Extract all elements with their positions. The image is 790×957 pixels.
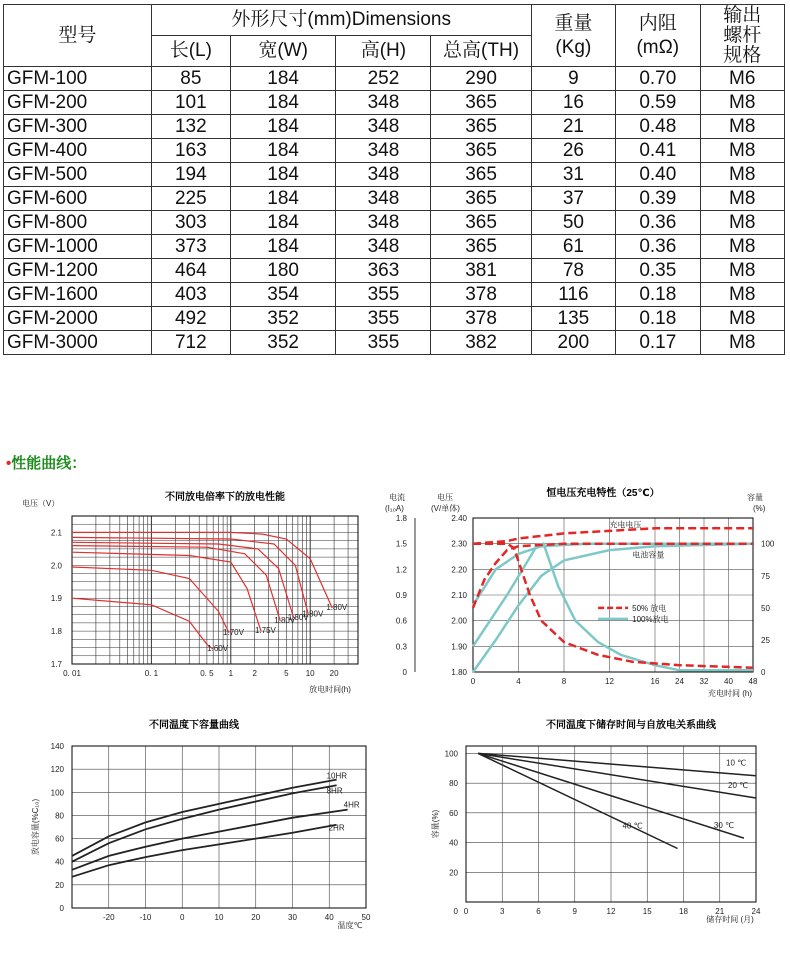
voltage-tick-label: 2.20 <box>451 565 467 575</box>
end-voltage-label: 1.80V <box>287 612 309 622</box>
x-tick-label: 32 <box>699 677 709 686</box>
end-voltage-label: 1.80V <box>326 603 348 613</box>
series-line <box>478 753 756 775</box>
header-bolt-2: 螺杆 <box>723 24 762 46</box>
model-cell: GFM-800 <box>4 211 152 235</box>
end-voltage-label: 1.60V <box>207 644 229 654</box>
voltage-tick-label: 2.10 <box>451 591 467 600</box>
table-cell: 184 <box>230 211 336 235</box>
table-cell: 0.39 <box>616 187 700 211</box>
table-cell: 0.18 <box>616 307 700 331</box>
discharge-curve <box>72 552 261 631</box>
table-cell: 26 <box>531 139 615 163</box>
discharge-rate-chart <box>0 478 390 698</box>
table-cell: 37 <box>531 187 615 211</box>
x-tick-label: 2 <box>252 669 257 678</box>
table-row <box>4 163 785 187</box>
model-cell: GFM-1000 <box>4 235 152 259</box>
table-cell: 21 <box>531 115 615 139</box>
x-tick-label: 8 <box>561 677 567 686</box>
section-title <box>6 452 86 473</box>
x-tick-label: 20 <box>251 913 261 922</box>
series-line <box>72 810 348 870</box>
x-tick-label: 4 <box>516 677 521 686</box>
table-cell: 348 <box>336 91 431 115</box>
table-cell: 355 <box>336 283 431 307</box>
table-cell: M8 <box>700 91 784 115</box>
capacity-tick-label: 75 <box>761 571 770 581</box>
y-tick-label: 140 <box>50 742 64 751</box>
end-voltage-label: 1.80V <box>274 616 296 626</box>
table-cell: 365 <box>431 235 531 259</box>
x-tick-label: 16 <box>650 677 660 686</box>
table-cell: 194 <box>151 163 230 187</box>
table-cell: 355 <box>336 307 431 331</box>
current-tick-label: 0.3 <box>395 642 407 652</box>
series-label: 20 ℃ <box>728 781 749 790</box>
charge-voltage-label: 充电电压 <box>609 520 642 530</box>
voltage-tick-label: 2.40 <box>451 514 467 523</box>
table-cell: 381 <box>431 259 531 283</box>
current-axis-unit: (I₁₀A) <box>385 504 404 513</box>
header-resistance-cn: 内阻 <box>638 12 677 34</box>
series-line <box>478 753 756 798</box>
x-tick-label: 0 <box>470 677 476 686</box>
table-row <box>4 307 785 331</box>
battery-capacity-label: 电池容量 <box>632 550 665 560</box>
table-cell: 403 <box>151 283 230 307</box>
capacity-curve-50 <box>473 544 753 608</box>
y-tick-label: 0 <box>59 904 64 913</box>
end-voltage-label: 1.80V <box>302 609 324 619</box>
table-cell: 0.35 <box>616 259 700 283</box>
table-cell: 132 <box>151 115 230 139</box>
table-cell: 31 <box>531 163 615 187</box>
capacity-axis-unit: (%) <box>753 504 766 513</box>
table-cell: 252 <box>336 67 431 91</box>
y-tick-label: 0 <box>453 907 458 916</box>
x-tick-label: 0. 5 <box>200 669 214 678</box>
x-tick-label: 48 <box>748 677 758 686</box>
table-cell: M8 <box>700 211 784 235</box>
table-cell: 180 <box>230 259 336 283</box>
table-cell: 78 <box>531 259 615 283</box>
table-cell: 9 <box>531 67 615 91</box>
x-tick-label: 6 <box>536 907 541 916</box>
table-cell: 61 <box>531 235 615 259</box>
table-cell: 373 <box>151 235 230 259</box>
x-axis-label: 放电时间(h) <box>309 685 351 694</box>
current-tick-label: 1.8 <box>395 514 407 523</box>
table-cell: 348 <box>336 139 431 163</box>
table-cell: 225 <box>151 187 230 211</box>
table-cell: 116 <box>531 283 615 307</box>
voltage-tick-label: 1.90 <box>451 642 467 652</box>
model-cell: GFM-300 <box>4 115 152 139</box>
voltage-curve-50 <box>473 528 753 543</box>
table-cell: M8 <box>700 139 784 163</box>
voltage-tick-label: 1.80 <box>451 668 467 677</box>
header-bolt-1: 输出 <box>723 4 762 26</box>
header-weight-unit: (Kg) <box>555 36 592 58</box>
table-cell: 365 <box>431 139 531 163</box>
x-axis-label: 充电时间 (h) <box>708 689 752 698</box>
model-cell: GFM-1200 <box>4 259 152 283</box>
table-cell: 354 <box>230 283 336 307</box>
table-cell: 184 <box>230 187 336 211</box>
y-tick-label: 80 <box>449 779 458 789</box>
table-cell: 101 <box>151 91 230 115</box>
x-tick-label: 30 <box>288 913 297 922</box>
table-cell: 290 <box>431 67 531 91</box>
header-total-height: 总高(TH) <box>431 36 531 67</box>
y-tick-label: 40 <box>55 857 64 867</box>
x-tick-label: 15 <box>642 907 652 916</box>
x-tick-label: 40 <box>724 677 733 686</box>
header-resistance <box>616 5 700 67</box>
table-cell: 363 <box>336 259 431 283</box>
header-weight <box>531 5 615 67</box>
model-cell: GFM-600 <box>4 187 152 211</box>
current-tick-label: 0 <box>402 668 407 677</box>
table-cell: 184 <box>230 235 336 259</box>
table-cell: 365 <box>431 115 531 139</box>
x-tick-label: 0. 01 <box>63 669 81 678</box>
voltage-axis-label: 电压 <box>437 493 453 502</box>
table-cell: 135 <box>531 307 615 331</box>
table-cell: 0.17 <box>616 331 700 355</box>
x-tick-label: 20 <box>329 669 339 678</box>
legend-label-50: 50% 放电 <box>632 603 667 613</box>
table-cell: 0.18 <box>616 283 700 307</box>
model-cell: GFM-1600 <box>4 283 152 307</box>
table-cell: 0.36 <box>616 211 700 235</box>
table-row <box>4 235 785 259</box>
y-tick-label: 20 <box>55 880 64 890</box>
capacity-tick-label: 0 <box>761 668 766 677</box>
series-label: 30 ℃ <box>713 821 735 831</box>
table-cell: 348 <box>336 115 431 139</box>
table-cell: 0.48 <box>616 115 700 139</box>
table-cell: 85 <box>151 67 230 91</box>
table-cell: 0.70 <box>616 67 700 91</box>
y-tick-label: 1.9 <box>50 594 62 604</box>
y-tick-label: 80 <box>55 811 64 821</box>
table-row <box>4 211 785 235</box>
end-voltage-label: 1.70V <box>223 627 244 637</box>
table-cell: 0.40 <box>616 163 700 187</box>
table-cell: M8 <box>700 259 784 283</box>
capacity-tick-label: 25 <box>761 635 770 645</box>
header-bolt <box>700 5 784 67</box>
y-axis-label: 电压（V） <box>22 499 60 508</box>
model-cell: GFM-200 <box>4 91 152 115</box>
x-tick-label: 18 <box>679 907 688 916</box>
table-cell: 184 <box>230 115 336 139</box>
voltage-tick-label: 2.30 <box>451 539 467 549</box>
table-cell: 163 <box>151 139 230 163</box>
table-cell: 348 <box>336 187 431 211</box>
series-label: 10HR <box>326 771 348 781</box>
y-tick-label: 1.7 <box>50 660 62 669</box>
table-cell: 365 <box>431 211 531 235</box>
header-dimensions: 外形尺寸(mm)Dimensions <box>151 5 531 36</box>
x-tick-label: 1 <box>228 669 234 678</box>
x-tick-label: 24 <box>675 677 684 686</box>
current-axis-label: 电流 <box>389 493 405 502</box>
series-line <box>72 825 337 877</box>
y-tick-label: 120 <box>50 765 64 775</box>
table-cell: 0.59 <box>616 91 700 115</box>
x-tick-label: 10 <box>305 669 315 678</box>
discharge-curve <box>72 598 213 649</box>
chart-title: 恒电压充电特性（25℃） <box>546 488 660 499</box>
section-bullet: • <box>6 455 12 472</box>
x-tick-label: 12 <box>606 907 616 916</box>
table-cell: 712 <box>151 331 230 355</box>
table-cell: 365 <box>431 187 531 211</box>
x-axis-label: 储存时间 (月) <box>706 915 754 924</box>
table-cell: 355 <box>336 331 431 355</box>
x-tick-label: -10 <box>139 913 152 922</box>
y-axis-label: 放电容量(%C₁₀) <box>31 798 40 856</box>
x-tick-label: 0 <box>463 907 469 916</box>
current-tick-label: 0.9 <box>395 591 407 600</box>
table-cell: 184 <box>230 91 336 115</box>
table-cell: 200 <box>531 331 615 355</box>
x-tick-label: 3 <box>500 907 505 916</box>
series-label: 4HR <box>343 800 360 810</box>
table-cell: 184 <box>230 139 336 163</box>
y-tick-label: 100 <box>50 788 64 798</box>
table-cell: 352 <box>230 331 336 355</box>
x-tick-label: 9 <box>572 907 577 916</box>
table-cell: 348 <box>336 163 431 187</box>
table-cell: 303 <box>151 211 230 235</box>
chart-title: 不同放电倍率下的放电性能 <box>165 492 285 503</box>
series-label: 40 ℃ <box>622 821 643 831</box>
x-tick-label: 12 <box>605 677 614 686</box>
table-cell: M8 <box>700 163 784 187</box>
x-tick-label: 5 <box>284 669 289 678</box>
header-width: 宽(W) <box>230 36 336 67</box>
y-tick-label: 40 <box>449 838 458 848</box>
current-tick-label: 0.6 <box>395 616 407 626</box>
table-cell: 378 <box>431 307 531 331</box>
model-cell: GFM-400 <box>4 139 152 163</box>
y-tick-label: 100 <box>444 749 458 759</box>
capacity-axis-label: 容量 <box>747 493 763 502</box>
table-cell: 0.36 <box>616 235 700 259</box>
x-tick-label: 24 <box>751 907 761 916</box>
end-voltage-label: 1.75V <box>254 626 276 636</box>
series-label: 2HR <box>328 823 345 833</box>
table-cell: 492 <box>151 307 230 331</box>
model-cell: GFM-500 <box>4 163 152 187</box>
x-axis-label: 温度℃ <box>337 921 363 930</box>
header-weight-cn: 重量 <box>554 12 593 34</box>
section-title-text: 性能曲线： <box>11 455 87 472</box>
table-cell: M6 <box>700 67 784 91</box>
model-cell: GFM-100 <box>4 67 152 91</box>
header-resistance-unit: (mΩ) <box>636 36 680 58</box>
x-tick-label: 10 <box>214 913 224 922</box>
model-cell: GFM-2000 <box>4 307 152 331</box>
model-cell: GFM-3000 <box>4 331 152 355</box>
table-row <box>4 187 785 211</box>
header-height: 高(H) <box>336 36 431 67</box>
y-axis-label: 容量(%) <box>431 809 440 839</box>
table-cell: 16 <box>531 91 615 115</box>
current-tick-label: 1.2 <box>395 565 407 575</box>
temperature-capacity-chart <box>0 712 390 952</box>
voltage-tick-label: 2.00 <box>451 616 467 626</box>
header-length: 长(L) <box>151 36 230 67</box>
table-cell: 50 <box>531 211 615 235</box>
voltage-curve-100 <box>473 544 753 606</box>
x-tick-label: -20 <box>102 913 115 922</box>
series-line <box>72 785 337 861</box>
header-bolt-3: 规格 <box>723 44 762 66</box>
table-cell: M8 <box>700 283 784 307</box>
table-row <box>4 139 785 163</box>
chart-title: 不同温度下容量曲线 <box>149 720 239 731</box>
table-cell: M8 <box>700 331 784 355</box>
table-cell: 348 <box>336 211 431 235</box>
spec-table <box>3 4 785 355</box>
table-row <box>4 331 785 355</box>
header-model: 型号 <box>4 5 152 67</box>
table-cell: 0.41 <box>616 139 700 163</box>
table-cell: 348 <box>336 235 431 259</box>
table-row <box>4 91 785 115</box>
table-cell: 184 <box>230 163 336 187</box>
y-tick-label: 60 <box>449 808 458 818</box>
table-cell: 382 <box>431 331 531 355</box>
table-cell: 365 <box>431 163 531 187</box>
y-tick-label: 1.8 <box>50 627 62 637</box>
chart-title: 不同温度下储存时间与自放电关系曲线 <box>546 720 716 731</box>
y-tick-label: 60 <box>55 834 64 844</box>
capacity-tick-label: 50 <box>761 603 770 613</box>
current-tick-label: 1.5 <box>395 539 407 549</box>
capacity-tick-label: 100 <box>761 539 775 549</box>
table-cell: 365 <box>431 91 531 115</box>
table-cell: 464 <box>151 259 230 283</box>
y-tick-label: 2.0 <box>50 561 62 571</box>
x-tick-label: 50 <box>361 913 371 922</box>
table-cell: M8 <box>700 235 784 259</box>
charging-characteristic-chart <box>385 478 790 703</box>
y-tick-label: 20 <box>449 868 458 878</box>
series-label: 10 ℃ <box>726 758 747 768</box>
table-row <box>4 259 785 283</box>
table-cell: M8 <box>700 115 784 139</box>
self-discharge-chart <box>400 712 790 952</box>
y-tick-label: 2.1 <box>50 528 62 538</box>
series-label: 8HR <box>326 786 343 796</box>
x-tick-label: 21 <box>715 907 725 916</box>
table-row <box>4 115 785 139</box>
x-tick-label: 40 <box>324 913 334 922</box>
x-tick-label: 0. 1 <box>144 669 159 678</box>
table-row <box>4 283 785 307</box>
table-row <box>4 67 785 91</box>
x-tick-label: 0 <box>180 913 185 922</box>
voltage-axis-unit: (V/单体) <box>431 504 460 513</box>
table-cell: 378 <box>431 283 531 307</box>
table-cell: 352 <box>230 307 336 331</box>
legend-label-100: 100%放电 <box>632 614 669 624</box>
table-cell: 184 <box>230 67 336 91</box>
table-cell: M8 <box>700 307 784 331</box>
table-cell: M8 <box>700 187 784 211</box>
